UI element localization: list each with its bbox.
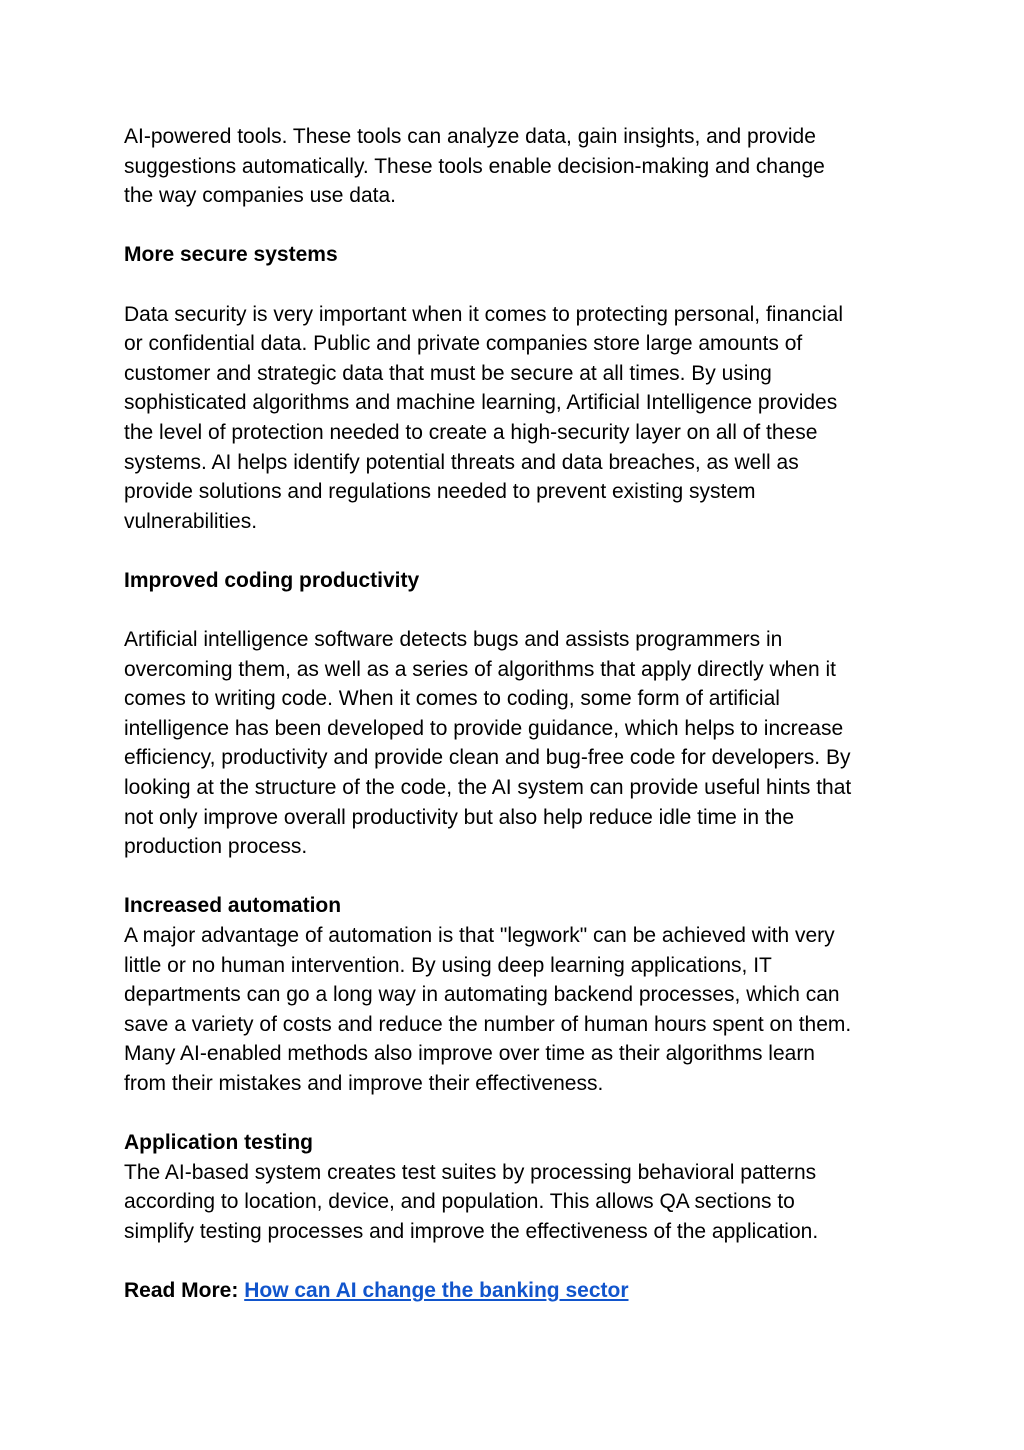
text-line: the way companies use data. — [124, 184, 396, 208]
text-line: sophisticated algorithms and machine learning, Artificial Intelligence provides — [124, 391, 838, 415]
text-line: production process. — [124, 835, 308, 859]
text-line: intelligence has been developed to provide guidance, which helps to increase — [124, 716, 844, 740]
text-line: the level of protection needed to create a high-security layer on all of these — [124, 420, 818, 444]
section-heading-increased-automation: Increased automation — [124, 894, 342, 918]
text-line: vulnerabilities. — [124, 509, 258, 533]
text-line: overcoming them, as well as a series of algorithms that apply directly when it — [124, 657, 836, 681]
document-page — [124, 122, 914, 1306]
read-more-label: Read More: — [124, 1279, 239, 1303]
text-line: or confidential data. Public and private companies store large amounts of — [124, 332, 803, 356]
text-line: provide solutions and regulations needed to prevent existing system — [124, 480, 756, 504]
text-line: Data security is very important when it comes to protecting personal, financial — [124, 302, 843, 326]
spacer — [124, 270, 914, 300]
read-more-link[interactable]: How can AI change the banking sector — [244, 1279, 629, 1303]
section-heading-secure-systems: More secure systems — [124, 243, 338, 267]
text-line: suggestions automatically. These tools enable decision-making and change — [124, 154, 825, 178]
section-heading-application-testing: Application testing — [124, 1131, 313, 1155]
section-paragraph-increased-automation — [124, 921, 914, 1099]
intro-paragraph — [124, 122, 914, 211]
text-line: departments can go a long way in automating backend processes, which can — [124, 983, 840, 1007]
text-line: looking at the structure of the code, the AI system can provide useful hints that — [124, 776, 852, 800]
text-line: The AI-based system creates test suites by processing behavioral patterns — [124, 1160, 817, 1184]
text-line: Many AI-enabled methods also improve over time as their algorithms learn — [124, 1042, 815, 1066]
text-line: efficiency, productivity and provide clean and bug-free code for developers. By — [124, 746, 851, 770]
text-line: save a variety of costs and reduce the number of human hours spent on them. — [124, 1012, 852, 1036]
spacer — [124, 1247, 914, 1277]
text-line: according to location, device, and population. This allows QA sections to — [124, 1190, 795, 1214]
text-line: simplify testing processes and improve the effectiveness of the application. — [124, 1219, 819, 1243]
spacer — [124, 536, 914, 566]
text-line: A major advantage of automation is that "legwork" can be achieved with very — [124, 924, 835, 948]
text-line: from their mistakes and improve their effectiveness. — [124, 1072, 604, 1095]
text-line: Artificial intelligence software detects bugs and assists programmers in — [124, 628, 783, 652]
text-line: AI-powered tools. These tools can analyze data, gain insights, and provide — [124, 125, 816, 148]
read-more — [124, 1276, 914, 1306]
section-paragraph-secure-systems — [124, 300, 914, 537]
text-line: customer and strategic data that must be secure at all times. By using — [124, 361, 772, 385]
text-line: systems. AI helps identify potential threats and data breaches, as well as — [124, 450, 799, 474]
spacer — [124, 211, 914, 241]
spacer — [124, 1099, 914, 1129]
spacer — [124, 596, 914, 626]
text-line: not only improve overall productivity but also help reduce idle time in the — [124, 805, 795, 829]
section-heading-coding-productivity: Improved coding productivity — [124, 568, 420, 592]
text-line: little or no human intervention. By using deep learning applications, IT — [124, 953, 772, 977]
section-paragraph-coding-productivity — [124, 625, 914, 862]
section-paragraph-application-testing — [124, 1158, 914, 1247]
spacer — [124, 862, 914, 892]
text-line: comes to writing code. When it comes to coding, some form of artificial — [124, 687, 780, 711]
